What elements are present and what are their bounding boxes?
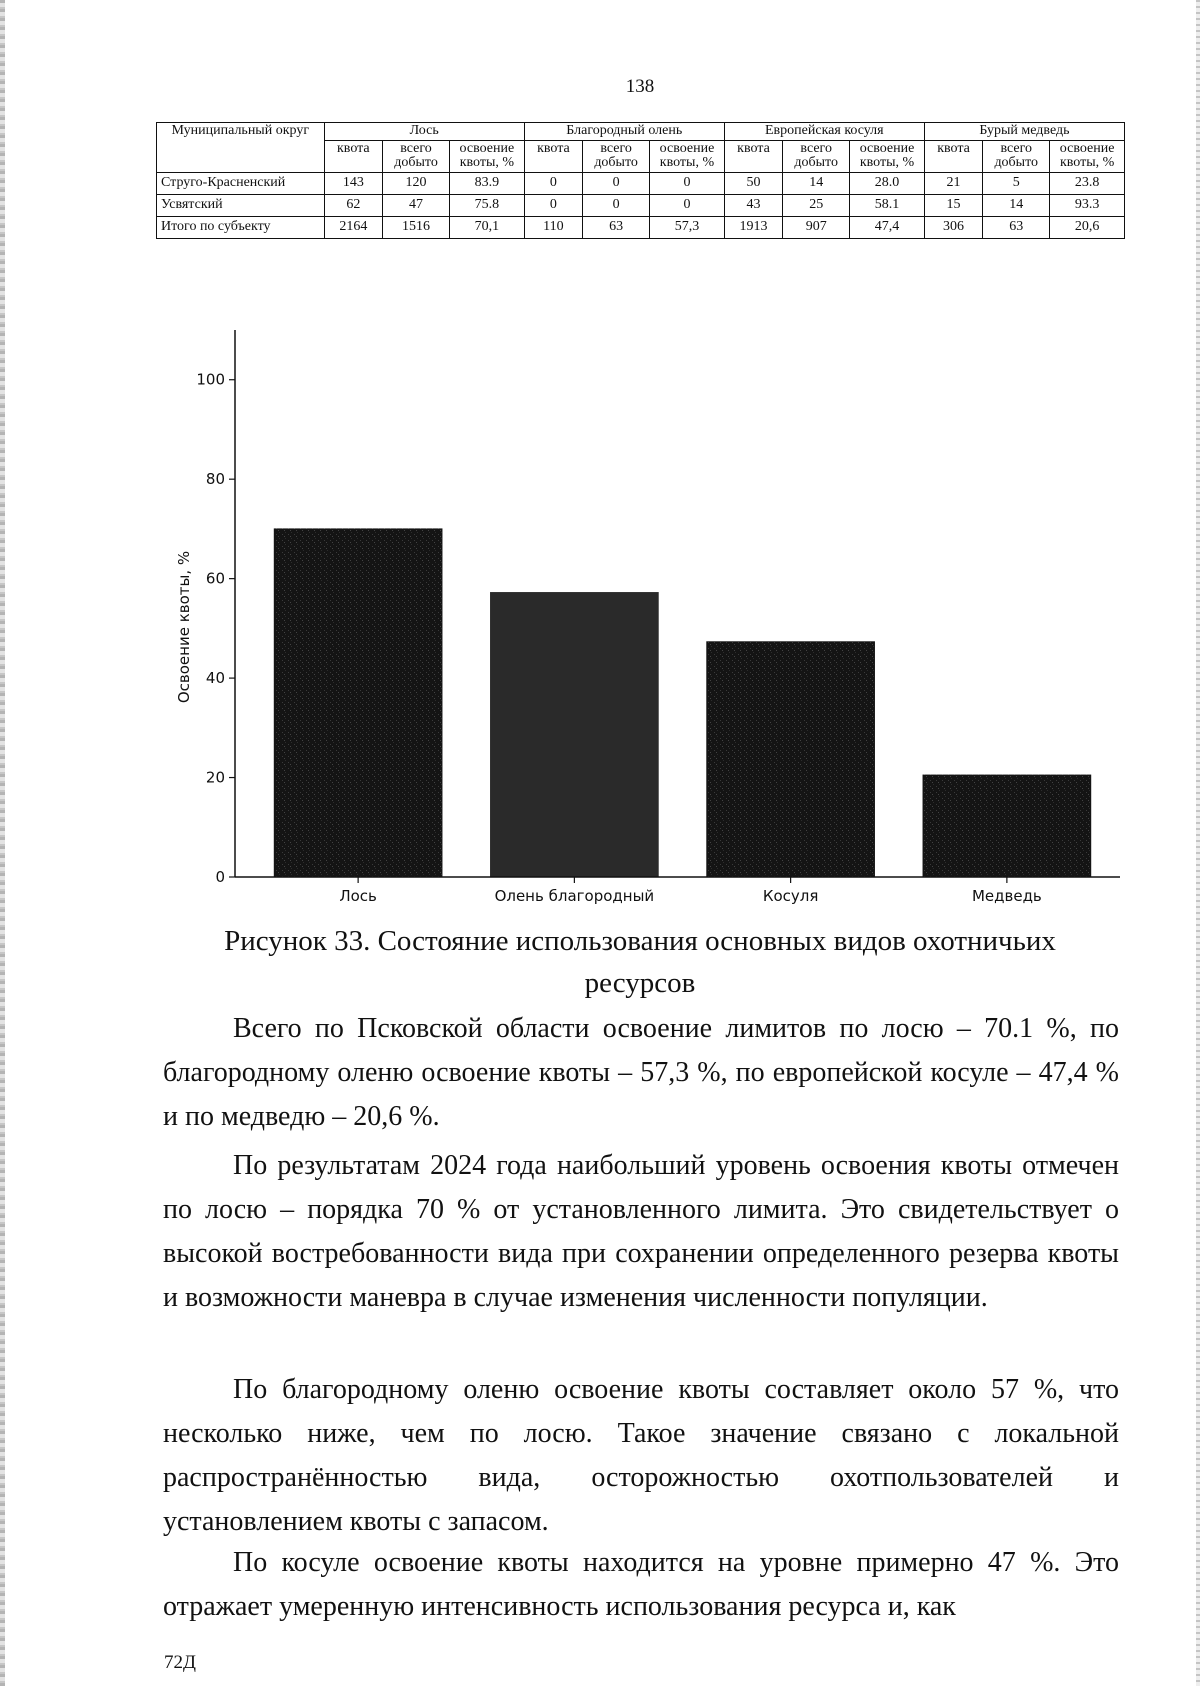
x-tick-label: Лось <box>339 887 377 905</box>
region-cell: Итого по субъекту <box>157 217 325 239</box>
header-region: Муниципальный округ <box>157 123 325 173</box>
subheader-utilization: освоение квоты, % <box>1050 140 1125 172</box>
bar-3 <box>706 641 875 877</box>
subheader-quota: квота <box>524 140 582 172</box>
subheader-harvested: всего добыто <box>583 140 650 172</box>
table-cell: 75.8 <box>450 195 525 217</box>
subheader-quota: квота <box>724 140 782 172</box>
scan-edge-right <box>1196 0 1200 1686</box>
paragraph-3 <box>163 1368 1119 1544</box>
paragraph-text: По косуле освоение квоты находится на уровне примерно 47 %. Это отражает умеренную интенсивность использования ресурса и, как <box>163 1547 1119 1622</box>
table-cell: 5 <box>983 173 1050 195</box>
header-species: Европейская косуля <box>724 123 924 141</box>
y-axis-label: Освоение квоты, % <box>175 550 193 704</box>
table-cell: 1913 <box>724 217 782 239</box>
table-cell: 23.8 <box>1050 173 1125 195</box>
x-tick-label: Олень благородный <box>494 887 655 905</box>
y-tick-label: 80 <box>205 470 225 489</box>
table-cell: 0 <box>583 195 650 217</box>
subheader-quota: квота <box>924 140 982 172</box>
table-cell: 0 <box>650 195 725 217</box>
table-cell: 93.3 <box>1050 195 1125 217</box>
region-cell: Струго-Красненский <box>157 173 325 195</box>
table-cell: 0 <box>524 173 582 195</box>
x-axis-ticks <box>339 877 1041 905</box>
y-axis-ticks <box>196 371 235 886</box>
subheader-harvested: всего добыто <box>783 140 850 172</box>
paragraph-text: Всего по Псковской области освоение лимитов по лосю – 70.1 %, по благородному оленю освоение квоты – 57,3 %, по европейской косуле – 47,4 % и по медведю – 20,6 %. <box>163 1013 1119 1132</box>
bar-chart <box>155 322 1135 912</box>
table-cell: 110 <box>524 217 582 239</box>
table-cell: 47,4 <box>850 217 925 239</box>
x-tick-label: Косуля <box>762 887 819 905</box>
header-species: Благородный олень <box>524 123 724 141</box>
caption-line-1: Рисунок 33. Состояние использования основных видов охотничьих <box>224 925 1056 957</box>
table-cell: 21 <box>924 173 982 195</box>
subheader-quota: квота <box>324 140 382 172</box>
table-cell: 20,6 <box>1050 217 1125 239</box>
table-cell: 14 <box>983 195 1050 217</box>
table-cell: 43 <box>724 195 782 217</box>
table-cell: 14 <box>783 173 850 195</box>
subheader-harvested: всего добыто <box>983 140 1050 172</box>
subheader-harvested: всего добыто <box>383 140 450 172</box>
table-cell: 83.9 <box>450 173 525 195</box>
table-cell: 0 <box>650 173 725 195</box>
header-species: Бурый медведь <box>924 123 1124 141</box>
footer-mark: 72Д <box>164 1652 196 1673</box>
table-cell: 63 <box>583 217 650 239</box>
table-cell: 1516 <box>383 217 450 239</box>
subheader-utilization: освоение квоты, % <box>850 140 925 172</box>
subheader-utilization: освоение квоты, % <box>450 140 525 172</box>
quota-table <box>156 122 1125 239</box>
table-row-total <box>157 217 1125 239</box>
table-header-row <box>157 123 1125 141</box>
region-cell: Усвятский <box>157 195 325 217</box>
table-cell: 28.0 <box>850 173 925 195</box>
paragraph-4 <box>163 1541 1119 1629</box>
header-species: Лось <box>324 123 524 141</box>
scan-edge-left <box>0 0 5 1686</box>
table-cell: 143 <box>324 173 382 195</box>
figure-caption <box>150 920 1130 1004</box>
subheader-utilization: освоение квоты, % <box>650 140 725 172</box>
caption-line-2: ресурсов <box>584 967 696 999</box>
table-cell: 15 <box>924 195 982 217</box>
table-row <box>157 195 1125 217</box>
bar-4 <box>923 775 1092 877</box>
x-tick-label: Медведь <box>971 887 1042 905</box>
table-cell: 2164 <box>324 217 382 239</box>
y-tick-label: 40 <box>205 669 225 688</box>
page-number: 138 <box>625 76 655 97</box>
paragraph-1 <box>163 1007 1119 1139</box>
y-tick-label: 0 <box>215 868 225 886</box>
table-cell: 25 <box>783 195 850 217</box>
table-cell: 907 <box>783 217 850 239</box>
table-cell: 306 <box>924 217 982 239</box>
table-row <box>157 173 1125 195</box>
table-cell: 58.1 <box>850 195 925 217</box>
table-cell: 0 <box>524 195 582 217</box>
table-cell: 47 <box>383 195 450 217</box>
paragraph-text: По результатам 2024 года наибольший уровень освоения квоты отмечен по лосю – порядка 70 % от установленного лимита. Это свидетельствует о высокой востребованности вида при сохранении определенного резерва квоты и возможности маневра в случае изменения численности популяции. <box>163 1150 1119 1313</box>
bar-2 <box>490 592 659 877</box>
table-cell: 70,1 <box>450 217 525 239</box>
paragraph-2 <box>163 1144 1119 1320</box>
table-cell: 50 <box>724 173 782 195</box>
bar-series <box>274 528 1091 877</box>
y-tick-label: 100 <box>196 370 225 389</box>
y-tick-label: 60 <box>205 569 225 588</box>
table-cell: 120 <box>383 173 450 195</box>
table-cell: 63 <box>983 217 1050 239</box>
bar-1 <box>274 528 443 877</box>
paragraph-text: По благородному оленю освоение квоты составляет около 57 %, что несколько ниже, чем по лосю. Такое значение связано с локальной распространённостью вида, осторожностью охотпользователей и установлением квоты с запасом. <box>163 1374 1119 1537</box>
table-cell: 0 <box>583 173 650 195</box>
table-cell: 57,3 <box>650 217 725 239</box>
y-tick-label: 20 <box>205 768 225 787</box>
table-cell: 62 <box>324 195 382 217</box>
